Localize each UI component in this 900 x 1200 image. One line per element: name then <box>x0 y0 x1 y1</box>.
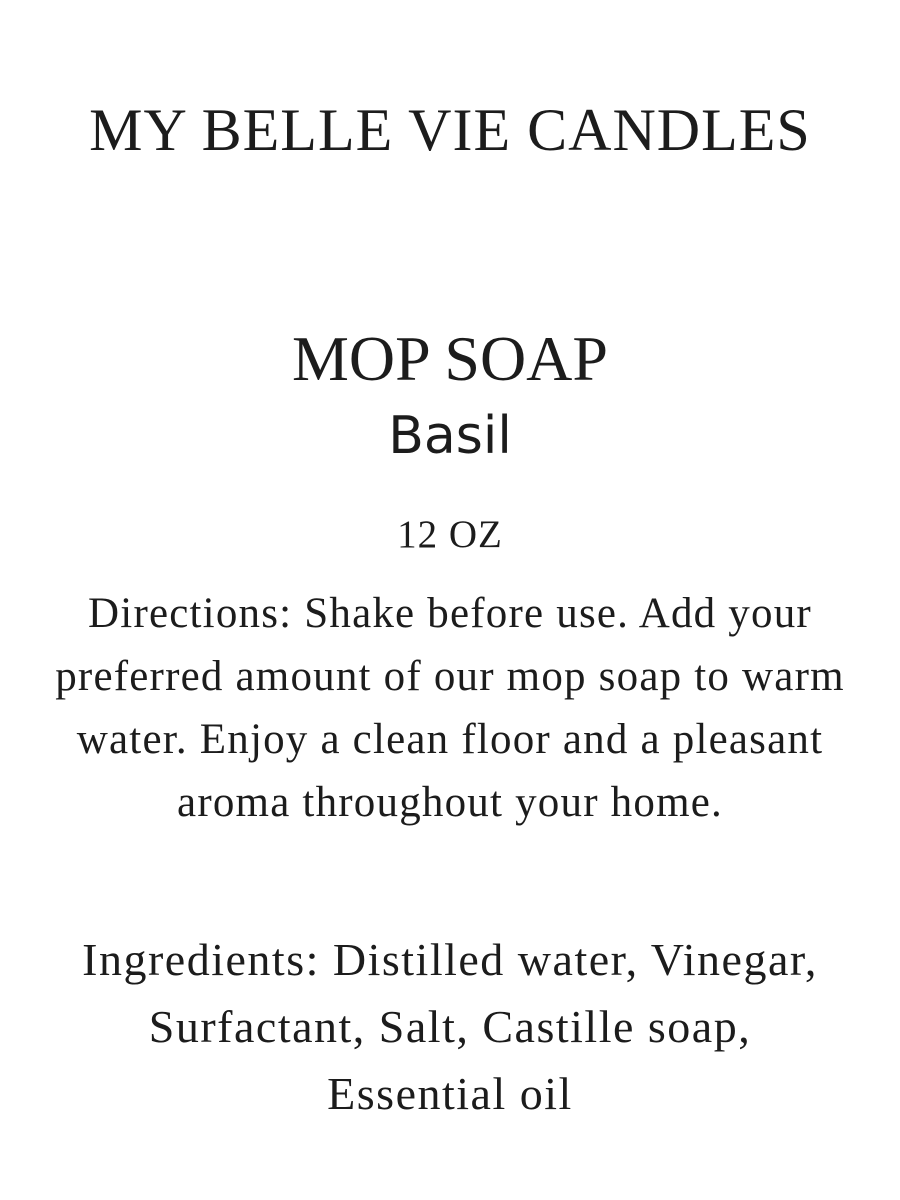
ingredients-text <box>0 926 900 1127</box>
directions-text <box>0 582 900 834</box>
ingredients-line-1: Ingredients: Distilled water, Vinegar, <box>82 934 818 985</box>
directions-line-4: aroma throughout your home. <box>177 779 723 826</box>
directions-line-2: preferred amount of our mop soap to warm <box>55 653 845 700</box>
ingredients-line-3: Essential oil <box>327 1068 573 1119</box>
directions-line-1: Directions: Shake before use. Add your <box>88 590 812 637</box>
product-name: MOP SOAP <box>292 323 608 394</box>
brand-name: MY BELLE VIE CANDLES <box>89 97 811 163</box>
ingredients-line-2: Surfactant, Salt, Castille soap, <box>148 1001 752 1052</box>
scent-name: Basil <box>388 406 512 466</box>
directions-line-3: water. Enjoy a clean floor and a pleasant <box>76 716 824 763</box>
size-text: 12 OZ <box>397 513 503 556</box>
